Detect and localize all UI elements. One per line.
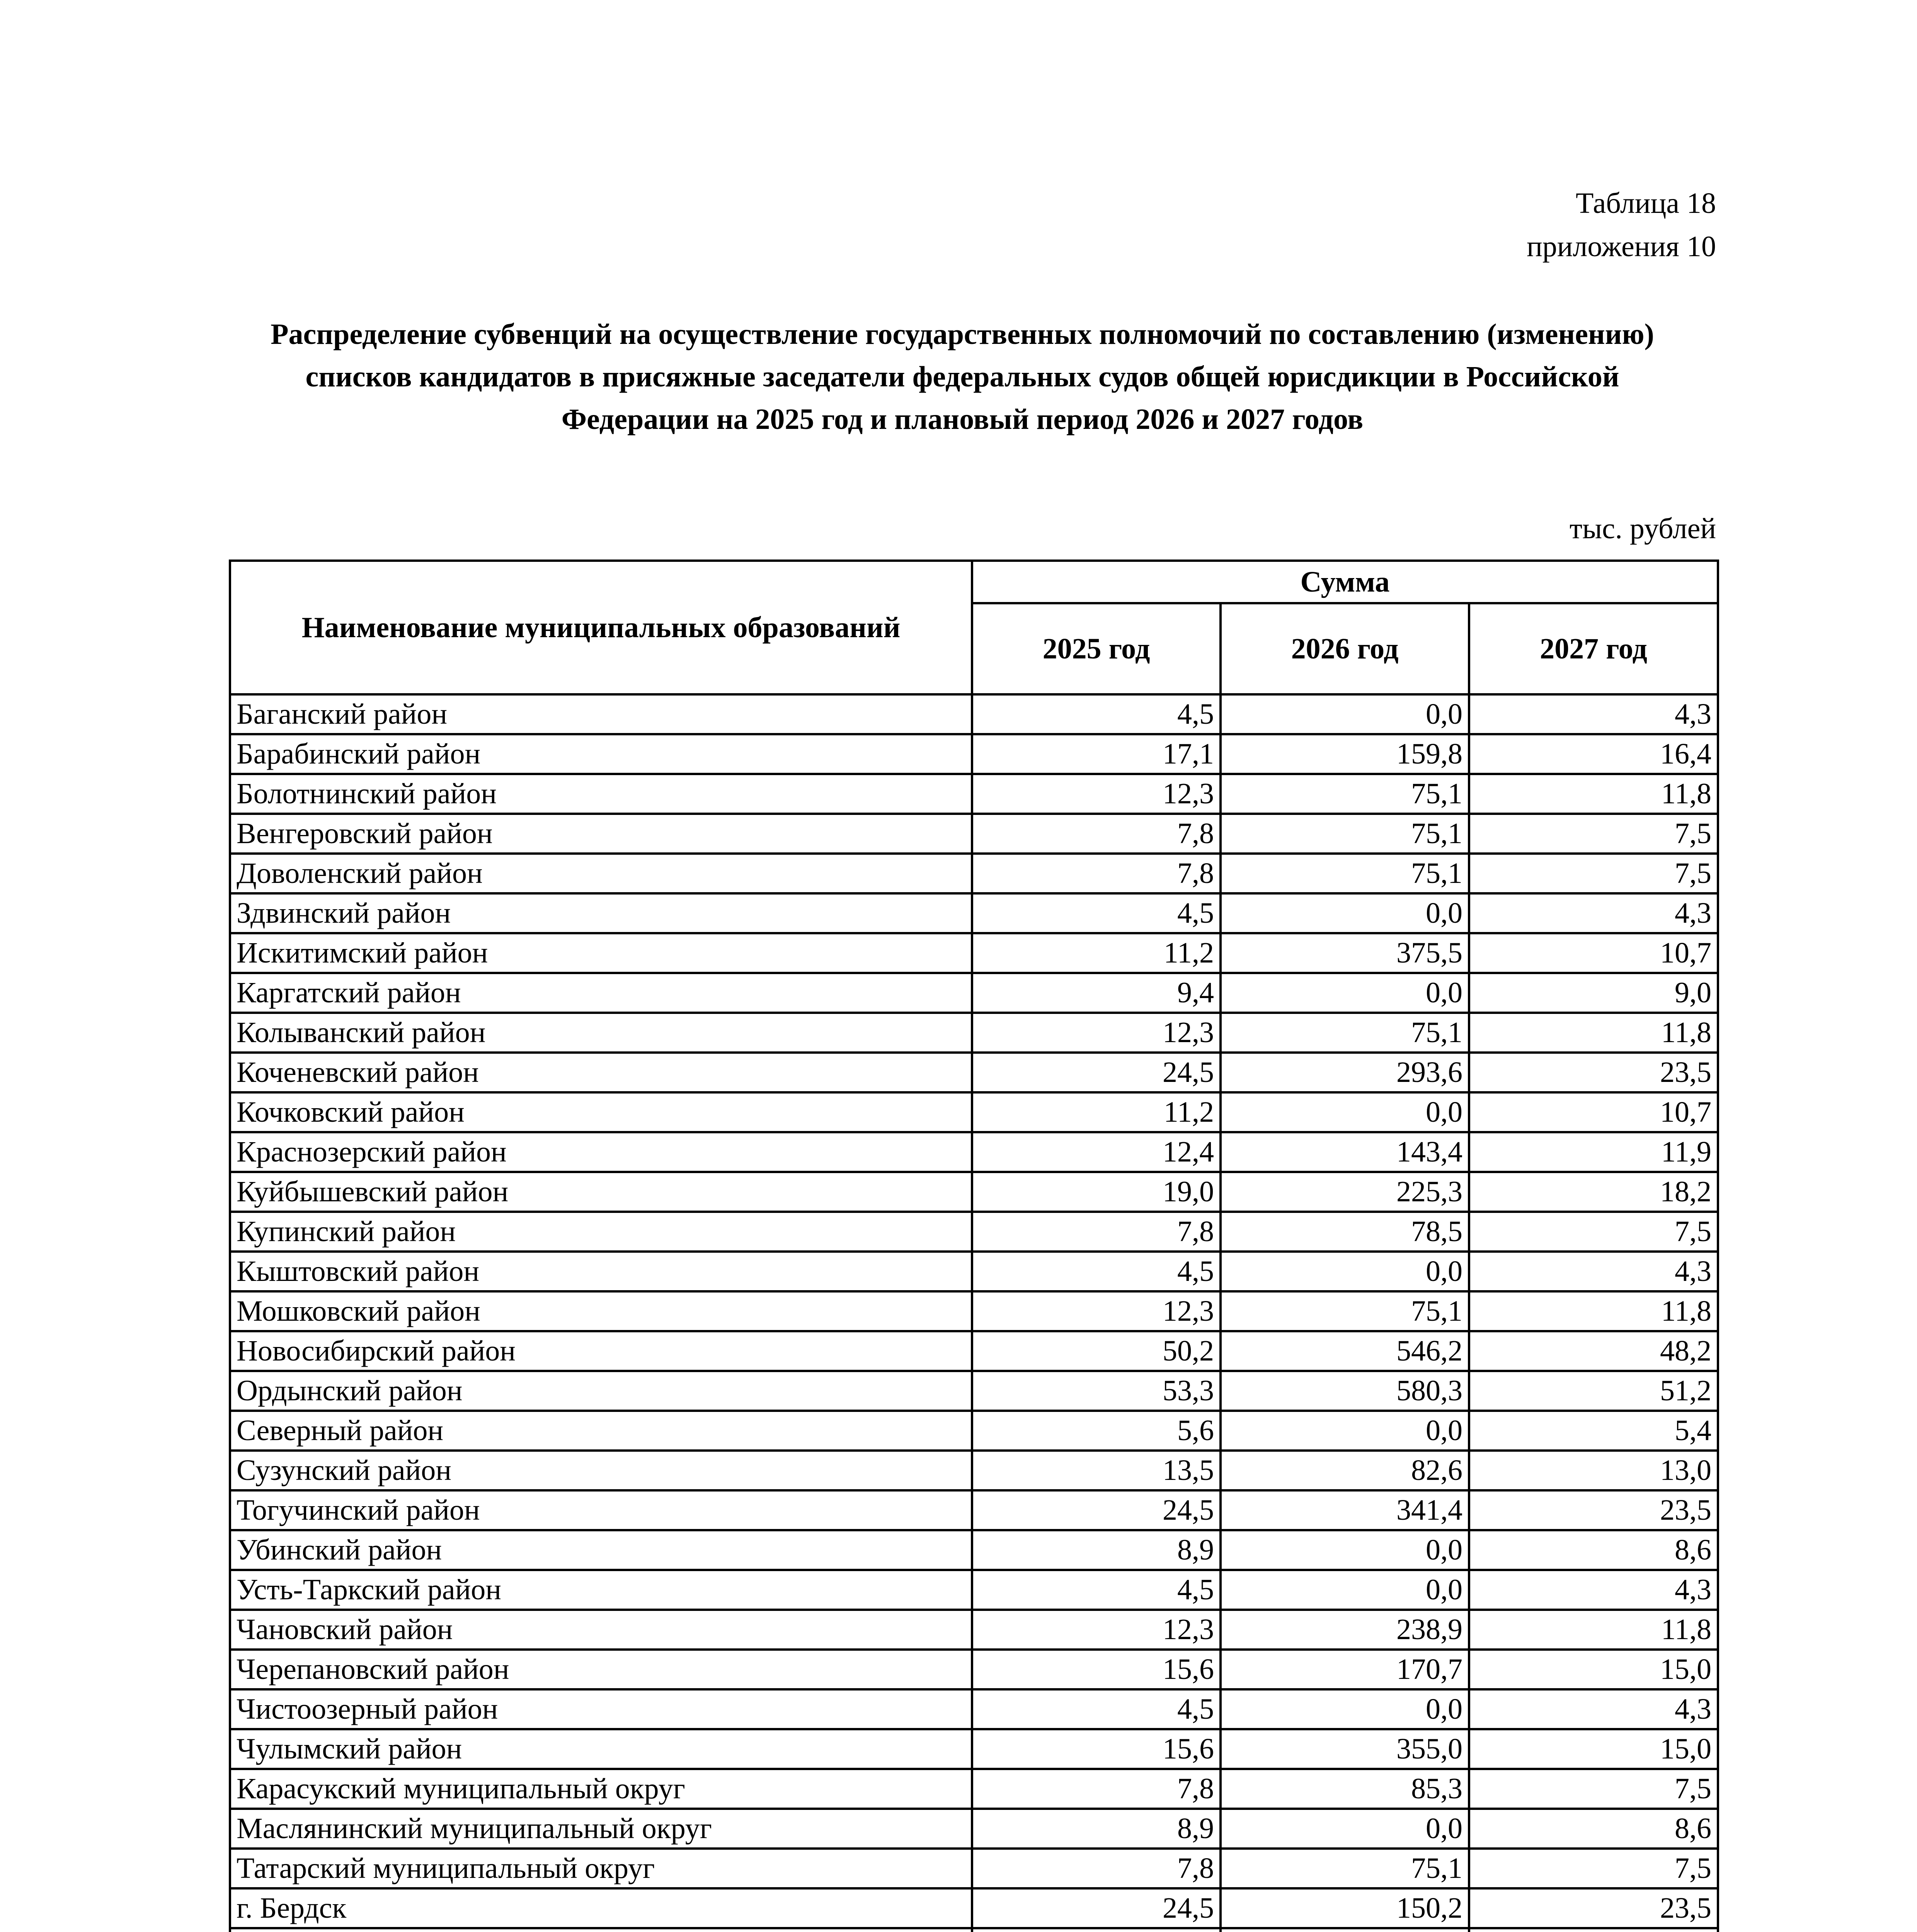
amount-2027-cell: 8,6 [1469, 1530, 1718, 1570]
amount-2026-cell: 75,1 [1221, 1291, 1469, 1331]
amount-2025-cell: 11,2 [972, 1092, 1221, 1132]
amount-2026-cell: 0,0 [1221, 1411, 1469, 1451]
amount-2025-cell: 17,1 [972, 734, 1221, 774]
table-row [230, 1490, 1718, 1530]
amount-2027-cell: 13,0 [1469, 1451, 1718, 1490]
amount-2026-cell: 0,0 [1221, 1252, 1469, 1291]
amount-2027-cell: 18,2 [1469, 1172, 1718, 1212]
amount-2026-cell: 341,4 [1221, 1490, 1469, 1530]
amount-2025-cell: 53,3 [972, 1371, 1221, 1411]
table-row [230, 1451, 1718, 1490]
municipality-name-cell: Чулымский район [230, 1729, 972, 1769]
municipality-name-cell: Коченевский район [230, 1053, 972, 1092]
amount-2026-cell: 150,2 [1221, 1888, 1469, 1928]
amount-2027-cell [1469, 1928, 1718, 1932]
amount-2025-cell: 4,5 [972, 1570, 1221, 1610]
amount-2027-cell: 7,5 [1469, 854, 1718, 893]
subvention-table [229, 560, 1719, 1932]
table-row [230, 854, 1718, 893]
amount-2026-cell: 225,3 [1221, 1172, 1469, 1212]
amount-2027-cell: 51,2 [1469, 1371, 1718, 1411]
table-row [230, 1053, 1718, 1092]
amount-2026-cell: 375,5 [1221, 933, 1469, 973]
amount-2027-cell: 4,3 [1469, 1252, 1718, 1291]
municipality-name-cell: Усть-Таркский район [230, 1570, 972, 1610]
municipality-name-cell: Венгеровский район [230, 814, 972, 854]
municipality-name-cell [230, 1928, 972, 1932]
amount-2025-cell: 12,3 [972, 1291, 1221, 1331]
amount-2027-cell: 4,3 [1469, 1689, 1718, 1729]
amount-2025-cell: 8,9 [972, 1809, 1221, 1849]
amount-2026-cell: 0,0 [1221, 1689, 1469, 1729]
municipality-name-cell: Чистоозерный район [230, 1689, 972, 1729]
municipality-name-cell: Барабинский район [230, 734, 972, 774]
municipality-name-cell: Каргатский район [230, 973, 972, 1013]
amount-2027-cell: 11,8 [1469, 1610, 1718, 1650]
amount-2026-cell: 75,1 [1221, 774, 1469, 814]
amount-2026-cell: 75,1 [1221, 1013, 1469, 1053]
table-row [230, 893, 1718, 933]
amount-2026-cell: 546,2 [1221, 1331, 1469, 1371]
amount-2026-cell [1221, 1928, 1469, 1932]
municipality-name-cell: Баганский район [230, 694, 972, 734]
amount-2027-cell: 15,0 [1469, 1729, 1718, 1769]
table-row [230, 1252, 1718, 1291]
amount-2025-cell: 7,8 [972, 1212, 1221, 1252]
table-row [230, 814, 1718, 854]
amount-2027-cell: 10,7 [1469, 1092, 1718, 1132]
amount-2026-cell: 85,3 [1221, 1769, 1469, 1809]
amount-2025-cell: 24,5 [972, 1888, 1221, 1928]
amount-2027-cell: 10,7 [1469, 933, 1718, 973]
amount-2027-cell: 11,8 [1469, 774, 1718, 814]
amount-2025-cell: 13,5 [972, 1451, 1221, 1490]
table-row [230, 1172, 1718, 1212]
amount-2026-cell: 0,0 [1221, 1809, 1469, 1849]
municipality-name-cell: Купинский район [230, 1212, 972, 1252]
municipality-name-cell: Новосибирский район [230, 1331, 972, 1371]
table-row [230, 694, 1718, 734]
amount-2027-cell: 48,2 [1469, 1331, 1718, 1371]
amount-2025-cell: 24,5 [972, 1490, 1221, 1530]
amount-2026-cell: 0,0 [1221, 973, 1469, 1013]
amount-2025-cell: 9,4 [972, 973, 1221, 1013]
municipality-name-cell: Убинский район [230, 1530, 972, 1570]
municipality-name-cell: Татарский муниципальный округ [230, 1849, 972, 1888]
amount-2026-cell: 0,0 [1221, 1530, 1469, 1570]
amount-2026-cell: 0,0 [1221, 1092, 1469, 1132]
amount-2027-cell: 4,3 [1469, 1570, 1718, 1610]
table-row [230, 1570, 1718, 1610]
year-2025-header: 2025 год [972, 603, 1221, 694]
amount-2025-cell: 7,8 [972, 1849, 1221, 1888]
municipality-name-cell: Краснозерский район [230, 1132, 972, 1172]
amount-2025-cell [972, 1928, 1221, 1932]
appendix-label: приложения 10 [1527, 230, 1716, 263]
amount-2026-cell: 293,6 [1221, 1053, 1469, 1092]
amount-2027-cell: 8,6 [1469, 1809, 1718, 1849]
table-row [230, 1650, 1718, 1689]
municipality-name-cell: Карасукский муниципальный округ [230, 1769, 972, 1809]
amount-2026-cell: 580,3 [1221, 1371, 1469, 1411]
amount-2025-cell: 4,5 [972, 694, 1221, 734]
amount-2026-cell: 143,4 [1221, 1132, 1469, 1172]
amount-2025-cell: 11,2 [972, 933, 1221, 973]
units-label: тыс. рублей [1569, 512, 1716, 545]
table-row [230, 1610, 1718, 1650]
amount-2027-cell: 16,4 [1469, 734, 1718, 774]
amount-2026-cell: 82,6 [1221, 1451, 1469, 1490]
table-row [230, 1291, 1718, 1331]
table-body [230, 694, 1718, 1932]
sum-column-header: Сумма [972, 561, 1718, 603]
amount-2027-cell: 7,5 [1469, 814, 1718, 854]
table-row [230, 1769, 1718, 1809]
amount-2027-cell: 7,5 [1469, 1849, 1718, 1888]
amount-2025-cell: 7,8 [972, 814, 1221, 854]
amount-2026-cell: 75,1 [1221, 814, 1469, 854]
table-row [230, 1013, 1718, 1053]
amount-2027-cell: 5,4 [1469, 1411, 1718, 1451]
amount-2025-cell: 12,3 [972, 1610, 1221, 1650]
page-header [1527, 182, 1716, 268]
amount-2025-cell: 4,5 [972, 1689, 1221, 1729]
municipality-name-cell: Болотнинский район [230, 774, 972, 814]
amount-2026-cell: 0,0 [1221, 694, 1469, 734]
table-row [230, 1212, 1718, 1252]
amount-2026-cell: 238,9 [1221, 1610, 1469, 1650]
amount-2025-cell: 7,8 [972, 1769, 1221, 1809]
table-row [230, 1411, 1718, 1451]
amount-2027-cell: 11,8 [1469, 1291, 1718, 1331]
municipality-name-cell: Черепановский район [230, 1650, 972, 1689]
table-row [230, 933, 1718, 973]
amount-2027-cell: 9,0 [1469, 973, 1718, 1013]
table-row [230, 774, 1718, 814]
amount-2026-cell: 75,1 [1221, 1849, 1469, 1888]
amount-2027-cell: 11,8 [1469, 1013, 1718, 1053]
table-row [230, 1689, 1718, 1729]
municipality-name-cell: Северный район [230, 1411, 972, 1451]
municipality-name-cell: Кыштовский район [230, 1252, 972, 1291]
amount-2025-cell: 4,5 [972, 893, 1221, 933]
amount-2025-cell: 24,5 [972, 1053, 1221, 1092]
amount-2027-cell: 11,9 [1469, 1132, 1718, 1172]
amount-2025-cell: 19,0 [972, 1172, 1221, 1212]
municipality-name-cell: Доволенский район [230, 854, 972, 893]
amount-2026-cell: 355,0 [1221, 1729, 1469, 1769]
amount-2025-cell: 12,4 [972, 1132, 1221, 1172]
table-row [230, 734, 1718, 774]
municipality-name-cell: Ордынский район [230, 1371, 972, 1411]
municipality-name-cell: Маслянинский муниципальный округ [230, 1809, 972, 1849]
amount-2027-cell: 7,5 [1469, 1769, 1718, 1809]
amount-2025-cell: 4,5 [972, 1252, 1221, 1291]
table-row [230, 1331, 1718, 1371]
municipality-name-cell: Чановский район [230, 1610, 972, 1650]
table-row [230, 973, 1718, 1013]
municipality-name-cell: Сузунский район [230, 1451, 972, 1490]
amount-2027-cell: 15,0 [1469, 1650, 1718, 1689]
municipality-name-cell: Куйбышевский район [230, 1172, 972, 1212]
amount-2025-cell: 12,3 [972, 1013, 1221, 1053]
table-row [230, 1371, 1718, 1411]
amount-2025-cell: 50,2 [972, 1331, 1221, 1371]
amount-2026-cell: 170,7 [1221, 1650, 1469, 1689]
year-2026-header: 2026 год [1221, 603, 1469, 694]
table-row [230, 1849, 1718, 1888]
amount-2027-cell: 23,5 [1469, 1888, 1718, 1928]
amount-2027-cell: 23,5 [1469, 1053, 1718, 1092]
amount-2027-cell: 4,3 [1469, 694, 1718, 734]
municipality-column-header: Наименование муниципальных образований [230, 561, 972, 694]
amount-2027-cell: 7,5 [1469, 1212, 1718, 1252]
table-row [230, 1809, 1718, 1849]
table-label: Таблица 18 [1575, 187, 1716, 219]
amount-2025-cell: 7,8 [972, 854, 1221, 893]
table-row [230, 1888, 1718, 1928]
amount-2027-cell: 23,5 [1469, 1490, 1718, 1530]
table-row [230, 1729, 1718, 1769]
amount-2025-cell: 15,6 [972, 1729, 1221, 1769]
municipality-name-cell: Колыванский район [230, 1013, 972, 1053]
table-row [230, 1132, 1718, 1172]
amount-2027-cell: 4,3 [1469, 893, 1718, 933]
amount-2026-cell: 0,0 [1221, 1570, 1469, 1610]
year-2027-header: 2027 год [1469, 603, 1718, 694]
municipality-name-cell: Тогучинский район [230, 1490, 972, 1530]
table-row [230, 1530, 1718, 1570]
amount-2026-cell: 159,8 [1221, 734, 1469, 774]
amount-2026-cell: 0,0 [1221, 893, 1469, 933]
municipality-name-cell: Кочковский район [230, 1092, 972, 1132]
amount-2025-cell: 5,6 [972, 1411, 1221, 1451]
municipality-name-cell: Здвинский район [230, 893, 972, 933]
table-row [230, 1092, 1718, 1132]
municipality-name-cell: Мошковский район [230, 1291, 972, 1331]
amount-2026-cell: 78,5 [1221, 1212, 1469, 1252]
amount-2025-cell: 15,6 [972, 1650, 1221, 1689]
municipality-name-cell: Искитимский район [230, 933, 972, 973]
table-row [230, 1928, 1718, 1932]
amount-2025-cell: 12,3 [972, 774, 1221, 814]
municipality-name-cell: г. Бердск [230, 1888, 972, 1928]
document-title: Распределение субвенций на осуществление государственных полномочий по составлению (изменению) списков кандидатов в присяжные заседатели федеральных судов общей юрисдикции в Российской Федерации на 2025 год и плановый период 2026 и 2027 годов [271, 318, 1654, 435]
amount-2026-cell: 75,1 [1221, 854, 1469, 893]
amount-2025-cell: 8,9 [972, 1530, 1221, 1570]
